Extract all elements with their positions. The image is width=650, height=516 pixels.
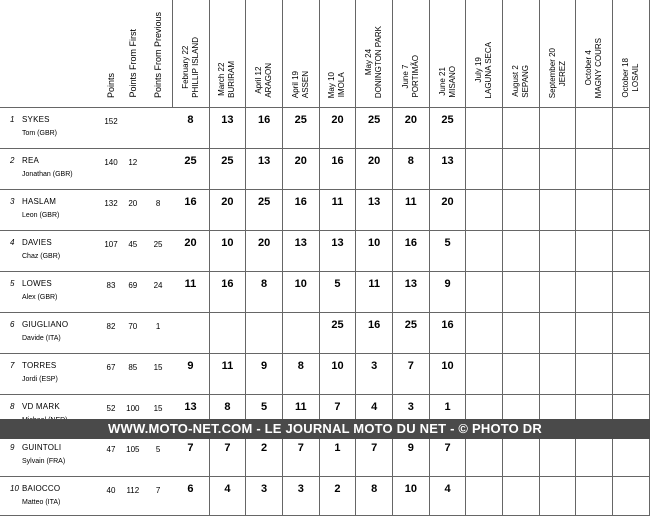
race-result	[576, 272, 613, 313]
race-result: 16	[319, 149, 356, 190]
race-result	[466, 477, 503, 516]
race-header-label	[511, 65, 531, 98]
race-result: 2	[319, 477, 356, 516]
race-result	[503, 354, 540, 395]
race-result: 8	[209, 395, 246, 436]
race-result	[613, 190, 650, 231]
points-value: 67	[100, 354, 122, 395]
points-from-previous-value	[144, 108, 173, 149]
race-header-label	[217, 61, 237, 98]
race-result: 16	[393, 231, 430, 272]
race-result: 13	[319, 231, 356, 272]
race-result: 16	[172, 190, 209, 231]
race-result: 10	[282, 272, 319, 313]
points-value: 83	[100, 272, 122, 313]
race-result	[576, 149, 613, 190]
race-result	[576, 436, 613, 477]
race-result: 9	[393, 436, 430, 477]
header-row	[0, 0, 650, 108]
race-result	[503, 272, 540, 313]
rider-row	[0, 313, 650, 354]
race-result: 9	[246, 354, 283, 395]
rider-cell	[0, 477, 100, 516]
rider-firstname: Jordi (ESP)	[22, 376, 58, 383]
points-from-first-value	[122, 108, 144, 149]
race-result	[209, 313, 246, 354]
rider-surname: REA	[22, 156, 40, 165]
race-header-label	[327, 72, 347, 98]
race-result: 13	[393, 272, 430, 313]
race-result: 8	[393, 149, 430, 190]
points-from-previous-value: 5	[144, 436, 173, 477]
race-result: 1	[429, 395, 466, 436]
race-result	[466, 272, 503, 313]
points-header-label: Points	[105, 72, 116, 98]
race-header-label	[621, 58, 641, 98]
race-result	[576, 313, 613, 354]
rider-row	[0, 190, 650, 231]
points-value: 140	[100, 149, 122, 190]
race-result: 11	[209, 354, 246, 395]
race-result	[246, 313, 283, 354]
race-result: 4	[356, 395, 393, 436]
race-header	[466, 0, 503, 108]
race-result: 7	[209, 436, 246, 477]
race-result: 25	[282, 108, 319, 149]
race-date: July 19	[474, 57, 484, 83]
race-result: 25	[246, 190, 283, 231]
points-from-previous-value: 15	[144, 354, 173, 395]
race-result	[576, 354, 613, 395]
race-header	[393, 0, 430, 108]
race-result: 11	[356, 272, 393, 313]
race-result	[539, 190, 576, 231]
race-header-label	[438, 66, 458, 98]
race-result	[576, 231, 613, 272]
rider-firstname: Leon (GBR)	[22, 212, 60, 219]
rider-firstname: Davide (ITA)	[22, 335, 61, 342]
race-result: 20	[209, 190, 246, 231]
rider-cell	[0, 313, 100, 354]
race-result	[613, 477, 650, 516]
race-result: 16	[282, 190, 319, 231]
race-result	[466, 354, 503, 395]
points-from-first-value: 45	[122, 231, 144, 272]
race-result: 11	[282, 395, 319, 436]
race-result	[576, 108, 613, 149]
race-date: April 12	[254, 67, 264, 95]
race-result: 16	[246, 108, 283, 149]
race-result	[466, 190, 503, 231]
race-header	[246, 0, 283, 108]
race-result: 7	[356, 436, 393, 477]
points-value: 132	[100, 190, 122, 231]
race-result: 7	[319, 395, 356, 436]
race-result	[172, 313, 209, 354]
race-result: 13	[356, 190, 393, 231]
race-date: May 10	[327, 71, 337, 98]
rider-firstname: Matteo (ITA)	[22, 499, 61, 506]
race-result	[466, 108, 503, 149]
rider-cell	[0, 354, 100, 395]
race-result: 20	[282, 149, 319, 190]
rider-header	[0, 0, 100, 108]
points-from-previous-value: 7	[144, 477, 173, 516]
race-result	[613, 272, 650, 313]
points-from-previous-header	[144, 0, 173, 108]
rider-row	[0, 436, 650, 477]
rider-row	[0, 272, 650, 313]
rider-surname: GUINTOLI	[22, 443, 62, 452]
race-result: 25	[356, 108, 393, 149]
footer-banner: WWW.MOTO-NET.COM - LE JOURNAL MOTO DU NET - © PHOTO DR	[0, 419, 650, 439]
race-result: 16	[356, 313, 393, 354]
rider-row	[0, 477, 650, 516]
race-date: March 22	[217, 62, 227, 97]
points-from-previous-value	[144, 149, 173, 190]
rider-row	[0, 108, 650, 149]
race-date: June 7	[400, 64, 410, 89]
race-result: 13	[172, 395, 209, 436]
points-from-first-value: 70	[122, 313, 144, 354]
race-name: MAGNY COURS	[594, 37, 604, 98]
race-result	[613, 313, 650, 354]
rider-position: 7	[10, 361, 15, 370]
race-result	[539, 272, 576, 313]
points-value: 107	[100, 231, 122, 272]
race-result: 13	[282, 231, 319, 272]
rider-surname: VD MARK	[22, 402, 60, 411]
race-header	[319, 0, 356, 108]
race-date: February 22	[180, 46, 190, 90]
race-date: September 20	[547, 47, 557, 98]
points-from-first-value: 69	[122, 272, 144, 313]
race-result	[503, 231, 540, 272]
race-date: October 18	[621, 58, 631, 98]
race-date: October 4	[584, 50, 594, 86]
race-result: 4	[429, 477, 466, 516]
race-result	[466, 149, 503, 190]
rider-surname: HASLAM	[22, 197, 57, 206]
points-value: 47	[100, 436, 122, 477]
race-header-label	[364, 26, 384, 98]
race-result	[539, 477, 576, 516]
race-result	[613, 436, 650, 477]
rider-position: 4	[10, 238, 15, 247]
race-header-label	[401, 55, 421, 98]
points-value: 52	[100, 395, 122, 436]
race-result	[539, 354, 576, 395]
race-name: SEPANG	[520, 65, 530, 98]
rider-firstname: Tom (GBR)	[22, 130, 57, 137]
race-result: 3	[246, 477, 283, 516]
points-from-previous-value: 1	[144, 313, 173, 354]
race-result: 13	[209, 108, 246, 149]
race-result	[503, 190, 540, 231]
points-value: 82	[100, 313, 122, 354]
race-result	[466, 313, 503, 354]
rider-cell	[0, 231, 100, 272]
rider-surname: LOWES	[22, 279, 52, 288]
race-result: 8	[356, 477, 393, 516]
race-result: 13	[429, 149, 466, 190]
race-header	[613, 0, 650, 108]
race-result	[466, 231, 503, 272]
points-from-previous-value: 24	[144, 272, 173, 313]
race-result: 8	[246, 272, 283, 313]
rider-cell	[0, 272, 100, 313]
rider-row	[0, 149, 650, 190]
race-result	[613, 231, 650, 272]
race-result: 20	[429, 190, 466, 231]
race-result	[613, 149, 650, 190]
race-name: DONINGTON PARK	[374, 25, 384, 98]
race-result	[503, 313, 540, 354]
race-result	[466, 436, 503, 477]
race-header	[282, 0, 319, 108]
points-from-first-value: 100	[122, 395, 144, 436]
race-result: 4	[209, 477, 246, 516]
race-header	[576, 0, 613, 108]
rider-position: 3	[10, 197, 15, 206]
points-from-previous-value: 25	[144, 231, 173, 272]
race-date: June 21	[437, 67, 447, 97]
race-result	[576, 190, 613, 231]
race-result: 11	[393, 190, 430, 231]
race-header-label	[474, 42, 494, 98]
race-result: 3	[393, 395, 430, 436]
rider-surname: BAIOCCO	[22, 484, 61, 493]
rider-surname: GIUGLIANO	[22, 320, 69, 329]
race-header-label	[254, 63, 274, 98]
race-result	[503, 108, 540, 149]
race-result: 10	[209, 231, 246, 272]
rider-position: 5	[10, 279, 15, 288]
race-result: 25	[172, 149, 209, 190]
points-from-previous-value: 8	[144, 190, 173, 231]
points-from-first-value: 85	[122, 354, 144, 395]
rider-position: 2	[10, 156, 15, 165]
rider-cell	[0, 436, 100, 477]
rider-cell	[0, 149, 100, 190]
points-from-previous-value: 15	[144, 395, 173, 436]
race-result	[539, 149, 576, 190]
race-header-label	[548, 48, 568, 98]
race-header-label	[584, 38, 604, 98]
race-header-label	[181, 37, 201, 98]
rider-firstname: Sylvain (FRA)	[22, 458, 66, 465]
race-result: 20	[393, 108, 430, 149]
race-result	[613, 354, 650, 395]
race-result: 25	[209, 149, 246, 190]
rider-cell	[0, 108, 100, 149]
points-from-first-value: 112	[122, 477, 144, 516]
race-name: MISANO	[447, 66, 457, 98]
race-header	[429, 0, 466, 108]
race-result: 7	[172, 436, 209, 477]
points-from-first-header-label: Points From First	[127, 29, 138, 98]
points-from-first-header	[122, 0, 144, 108]
rider-position: 6	[10, 320, 15, 329]
race-name: LOSAIL	[631, 64, 641, 93]
race-result: 11	[319, 190, 356, 231]
rider-surname: TORRES	[22, 361, 57, 370]
points-from-first-value: 12	[122, 149, 144, 190]
race-result: 7	[429, 436, 466, 477]
rider-position: 8	[10, 402, 15, 411]
race-result: 20	[356, 149, 393, 190]
race-result: 3	[356, 354, 393, 395]
race-result	[282, 313, 319, 354]
rider-firstname: Chaz (GBR)	[22, 253, 61, 260]
race-header	[172, 0, 209, 108]
race-name: PHILLIP ISLAND	[190, 37, 200, 98]
rider-row	[0, 354, 650, 395]
points-from-first-value: 20	[122, 190, 144, 231]
race-result: 8	[282, 354, 319, 395]
race-name: IMOLA	[337, 72, 347, 98]
race-result: 8	[172, 108, 209, 149]
race-name: JEREZ	[557, 60, 567, 86]
points-from-previous-header-label: Points From Previous	[152, 11, 163, 98]
race-result	[503, 436, 540, 477]
rider-position: 1	[10, 115, 15, 124]
race-result: 13	[246, 149, 283, 190]
race-name: PORTIMÃO	[410, 55, 420, 98]
points-from-first-value: 105	[122, 436, 144, 477]
race-result: 20	[172, 231, 209, 272]
race-result: 20	[246, 231, 283, 272]
race-result	[539, 231, 576, 272]
race-result: 3	[282, 477, 319, 516]
points-value: 40	[100, 477, 122, 516]
race-result	[576, 477, 613, 516]
race-result: 20	[319, 108, 356, 149]
race-result: 1	[319, 436, 356, 477]
race-result: 11	[172, 272, 209, 313]
rider-firstname: Jonathan (GBR)	[22, 171, 73, 178]
race-result: 10	[356, 231, 393, 272]
race-result: 9	[172, 354, 209, 395]
race-result: 10	[319, 354, 356, 395]
rider-position: 10	[10, 484, 19, 493]
race-result	[503, 477, 540, 516]
points-header	[100, 0, 122, 108]
rider-row	[0, 231, 650, 272]
race-header	[503, 0, 540, 108]
rider-surname: DAVIES	[22, 238, 52, 247]
race-result: 16	[429, 313, 466, 354]
race-name: ASSEN	[300, 70, 310, 98]
race-name: LAGUNA SECA	[484, 41, 494, 98]
race-result	[539, 436, 576, 477]
race-result: 5	[246, 395, 283, 436]
race-result: 16	[209, 272, 246, 313]
race-result: 25	[393, 313, 430, 354]
race-name: ARAGON	[264, 63, 274, 98]
race-result	[613, 108, 650, 149]
race-result: 10	[429, 354, 466, 395]
rider-firstname: Alex (GBR)	[22, 294, 58, 301]
race-result: 6	[172, 477, 209, 516]
race-result: 10	[393, 477, 430, 516]
race-header	[209, 0, 246, 108]
race-result: 5	[319, 272, 356, 313]
race-date: August 2	[510, 65, 520, 98]
rider-cell	[0, 190, 100, 231]
race-header-label	[291, 71, 311, 98]
race-result: 7	[282, 436, 319, 477]
race-result: 7	[393, 354, 430, 395]
race-result	[539, 313, 576, 354]
race-name: BURIRAM	[227, 61, 237, 98]
race-result: 5	[429, 231, 466, 272]
race-result: 9	[429, 272, 466, 313]
race-date: May 24	[364, 48, 374, 76]
race-result	[503, 149, 540, 190]
race-result	[539, 108, 576, 149]
race-header	[356, 0, 393, 108]
rider-surname: SYKES	[22, 115, 50, 124]
rider-position: 9	[10, 443, 15, 452]
race-date: April 19	[290, 70, 300, 98]
race-result: 2	[246, 436, 283, 477]
points-value: 152	[100, 108, 122, 149]
race-result: 25	[319, 313, 356, 354]
race-header	[539, 0, 576, 108]
race-result: 25	[429, 108, 466, 149]
